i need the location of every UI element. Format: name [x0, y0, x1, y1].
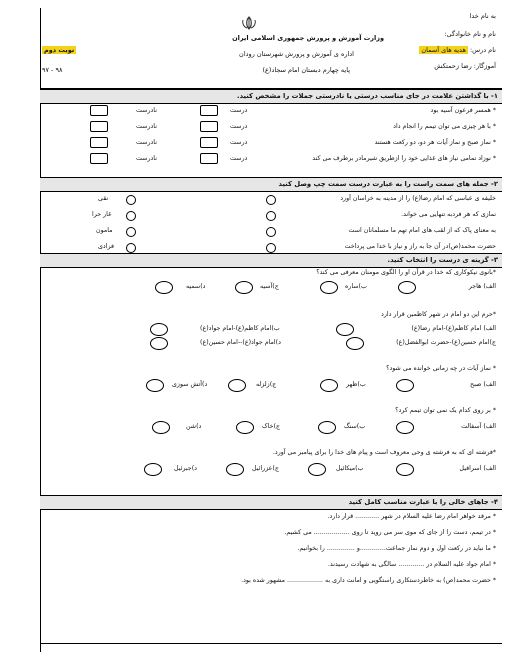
ministry: وزارت آموزش و پرورش جمهوری اسلامی ایران	[232, 34, 384, 42]
s2-left-1: خلیفه ی عباسی که امام رضا(ع) را از مدینه به خراسان آورد	[340, 195, 496, 202]
option-bubble[interactable]	[398, 281, 416, 294]
match-dot[interactable]	[126, 211, 136, 221]
s3-q5-opt-c: ج)عزرائیل	[252, 465, 279, 472]
s3-q5-opt-b: ب)میکائیل	[336, 465, 364, 472]
s3-q2: *حرم این دو امام در شهر کاظمین قرار دارد	[381, 311, 496, 318]
false-checkbox[interactable]	[90, 105, 108, 116]
s2-left-3: به معنای پاک که از لقب های امام تهم ما مسلمانان است	[348, 227, 496, 234]
section-4-title: ۴- جاهای خالی را با عبارت مناسب کامل کنید	[40, 495, 502, 510]
page-bottom-rule	[40, 643, 502, 644]
match-dot[interactable]	[266, 243, 276, 253]
s1-item-4: * نوزاد تمامی نیاز های غذایی خود را ازطریق شیرمادر برطرف می کند	[312, 155, 496, 162]
option-bubble[interactable]	[396, 463, 414, 476]
year: ۹۸ - ۹۷	[42, 66, 63, 74]
s1-item-3: * نماز صبح و نماز آیات هر دو، دو رکعت هستند	[374, 139, 496, 146]
match-dot[interactable]	[266, 195, 276, 205]
s4-item-4: * امام جواد علیه السلام در ............. سالگی به شهادت رسیدند.	[327, 561, 496, 568]
s1-item-2: * با هر چیزی می توان تیمم را انجام داد	[393, 123, 496, 130]
match-dot[interactable]	[126, 195, 136, 205]
match-dot[interactable]	[266, 211, 276, 221]
s3-q3-opt-b: ب)ظهر	[346, 381, 366, 388]
s2-left-2: نمازی که هر فردبه تنهایی می خواند.	[401, 211, 496, 218]
iran-emblem-icon	[240, 16, 258, 30]
s2-right-1: نقی	[98, 195, 109, 202]
s3-q4: * بر روی کدام یک نمی توان تیمم کرد؟	[395, 407, 496, 414]
true-checkbox[interactable]	[200, 137, 218, 148]
s4-item-1: * مرقد خواهر امام رضا علیه السلام در شهر ............ قرار دارد.	[327, 513, 496, 520]
s3-q3: * نماز آیات در چه زمانی خوانده می شود؟	[386, 365, 496, 372]
s4-item-3: * ما نباید در رکعت اول و دوم نماز جماعت.............و .............. را بخوانیم.	[297, 545, 496, 552]
section-2	[40, 177, 502, 253]
teacher: آموزگار: رضا زحمتکش	[434, 62, 496, 70]
true-checkbox[interactable]	[200, 153, 218, 164]
s3-q1-opt-c: ج)آسیه	[260, 283, 279, 290]
option-bubble[interactable]	[320, 379, 338, 392]
s3-q3-opt-d: د)آتش سوزی	[172, 381, 208, 388]
section-3-title: ۳- گزینه ی درست را انتخاب کنید.	[40, 253, 502, 268]
option-bubble[interactable]	[226, 463, 244, 476]
section-1-title: ۱- با گذاشتن علامت در جای مناسب درستی یا نادرستی جملات را مشخص کنید.	[40, 89, 502, 104]
s3-q5: *فرشته ای که به فرشته ی وحی معروف است و پیام های خدا را برای پیامبر می آورد.	[272, 449, 496, 456]
s2-right-3: مامون	[96, 227, 113, 234]
option-bubble[interactable]	[396, 421, 414, 434]
option-bubble[interactable]	[236, 421, 254, 434]
s1-item-1: * همسر فرعون آسیه بود	[430, 107, 496, 114]
s3-q5-opt-a: الف) اسرافیل	[459, 465, 496, 472]
s2-right-4: فرادی	[98, 243, 114, 250]
true-checkbox[interactable]	[200, 105, 218, 116]
s2-right-2: غار حرا	[92, 211, 112, 218]
option-bubble[interactable]	[144, 463, 162, 476]
s3-q1-opt-d: د)سمیه	[186, 283, 206, 290]
option-bubble[interactable]	[146, 379, 164, 392]
true-label: درست	[230, 139, 248, 146]
s4-item-5: * حضرت محمد(ص) به خاطردستکاری راستگویی و امانت داری به .................. مشهور شده بود.	[241, 577, 496, 584]
s3-q2-opt-b: ب)امام کاظم(ع)-امام جواد(ع)	[200, 325, 280, 332]
option-bubble[interactable]	[150, 337, 168, 350]
false-label: نادرست	[136, 123, 157, 130]
option-bubble[interactable]	[235, 281, 253, 294]
turn-badge: نوبت دوم	[44, 46, 75, 54]
s3-q2-opt-a: الف) امام کاظم(ع)-امام رضا(ع)	[411, 325, 496, 332]
option-bubble[interactable]	[346, 337, 364, 350]
option-bubble[interactable]	[228, 379, 246, 392]
s3-q4-opt-d: د)شن	[186, 423, 202, 430]
subject-row	[419, 46, 496, 54]
school: پایه چهارم دبستان امام سجاد(ع)	[262, 66, 350, 74]
s3-q5-opt-d: د)جبرئیل	[174, 465, 197, 472]
true-label: درست	[230, 155, 248, 162]
header	[40, 8, 502, 89]
match-dot[interactable]	[266, 227, 276, 237]
s3-q4-opt-a: الف) آسفالت	[461, 423, 496, 430]
true-checkbox[interactable]	[200, 121, 218, 132]
basmala: به نام خدا	[469, 12, 496, 20]
s3-q4-opt-b: ب)سنگ	[344, 423, 366, 430]
false-label: نادرست	[136, 139, 157, 146]
section-1	[40, 89, 502, 177]
exam-page	[40, 8, 502, 652]
s3-q4-opt-c: ج)خاک	[262, 423, 280, 430]
s3-q2-opt-d: د)امام جواد(ع)--امام حسین(ع)	[200, 339, 281, 346]
option-bubble[interactable]	[152, 421, 170, 434]
false-checkbox[interactable]	[90, 153, 108, 164]
false-label: نادرست	[136, 155, 157, 162]
s3-q1-opt-b: ب)ساره	[345, 283, 367, 290]
option-bubble[interactable]	[308, 463, 326, 476]
match-dot[interactable]	[126, 227, 136, 237]
match-dot[interactable]	[126, 243, 136, 253]
office: اداره ی آموزش و پرورش شهرستان رودان	[239, 50, 354, 58]
section-4	[40, 495, 502, 605]
option-bubble[interactable]	[320, 281, 338, 294]
subject-value: هدیه های آسمان	[421, 46, 466, 54]
s3-q1-opt-a: الف) هاجر	[468, 283, 496, 290]
false-label: نادرست	[136, 107, 157, 114]
s4-item-2: * در تیمم، دست را از جای که موی سر می روید تا روی .................. می کشیم.	[284, 529, 496, 536]
s3-q2-opt-c: ج)امام حسین(ع)-حضرت ابوالفضل(ع)	[396, 339, 496, 346]
false-checkbox[interactable]	[90, 137, 108, 148]
option-bubble[interactable]	[336, 323, 354, 336]
option-bubble[interactable]	[150, 323, 168, 336]
true-label: درست	[230, 107, 248, 114]
section-3	[40, 253, 502, 495]
name-label: نام و نام خانوادگی:	[444, 30, 496, 38]
s2-left-4: حضرت محمد(ص)در آن جا به راز و نیاز با خدا می پرداخت	[344, 243, 496, 250]
s3-q3-opt-a: الف) صبح	[470, 381, 496, 388]
false-checkbox[interactable]	[90, 121, 108, 132]
option-bubble[interactable]	[155, 281, 173, 294]
option-bubble[interactable]	[318, 421, 336, 434]
s3-q3-opt-c: ج)زلزله	[256, 381, 277, 388]
section-2-title: ۲- جمله های سمت راست را به عبارت درست سمت چپ وصل کنید	[40, 177, 502, 192]
subject-label: نام درس:	[469, 46, 496, 54]
s3-q1: *بانوی نیکوکاری که خدا در قرآن او را الگوی مومنان معرفی می کند؟	[316, 269, 496, 276]
true-label: درست	[230, 123, 248, 130]
option-bubble[interactable]	[396, 379, 414, 392]
